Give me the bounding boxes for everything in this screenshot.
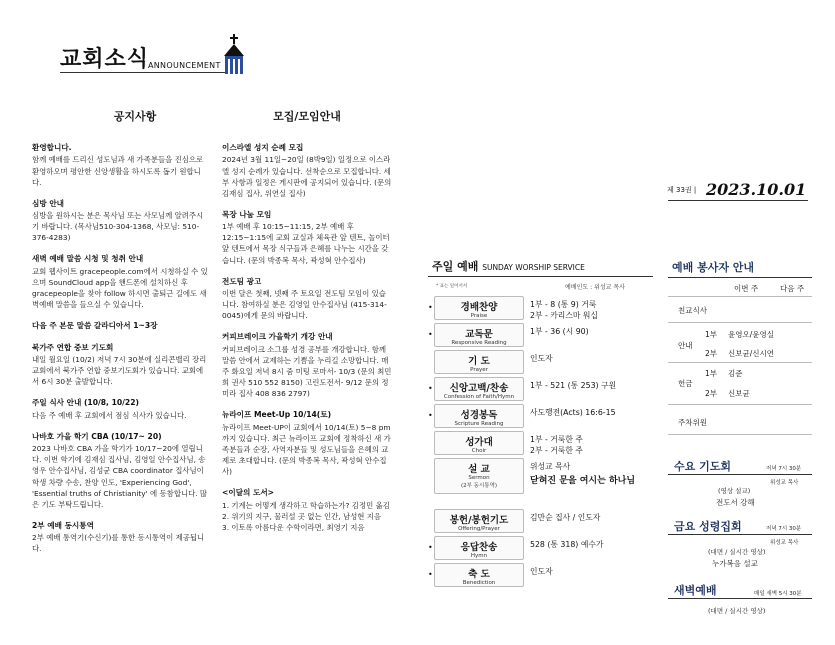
notice-item: 나바호 가을 학기 CBA (10/17~ 20) 2023 나바호 CBA 가을 학기가 10/17~20에 열립니다. 이번 학기에 김재심 집사님, 김영일 안수집사님, 송영우 안수집사님, 김성균 CBA coordinator 집사님이 학생 차량 수송, 찬양 인도, 'Experiencing God', 'Essential truths of Christianity' 에 동참합니다. 많은 기도 부탁드립니다.: [32, 431, 208, 509]
gathering-item: <이달의 도서> 1. 기계는 어떻게 생각하고 학습하는가? 김정민 옮김 2. 위기의 지구, 물러설 곳 없는 인간, 남성현 지음 3. 이토록 아름다운 수학이라면, 최영기 지음: [222, 488, 390, 532]
worship-item-value: 인도자: [530, 354, 553, 363]
worship-row: [428, 404, 658, 428]
worship-row: [428, 296, 658, 320]
worship-leader: 예배인도 : 위성교 목사: [565, 284, 625, 291]
worship-item-label: 교독문 Responsive Reading: [434, 323, 524, 347]
dawn-sub: (대면 / 실시간 영상): [708, 607, 766, 615]
notice-item: 환영합니다. 함께 예배를 드리신 성도님과 새 가족분들을 진심으로 환영하오며 평안한 신앙생활을 하시도록 돕기 원합니다.: [32, 143, 204, 187]
wednesday-leader: 위성교 목사: [770, 480, 799, 486]
issue-volume: 제 33권 |: [667, 186, 697, 194]
dawn-title: 새벽예배: [674, 584, 717, 597]
church-icon: [222, 34, 246, 74]
gathering-item: 전도팀 광고 이번 달은 첫째, 넷째 주 토요일 전도팀 모임이 있습니다. 참여하실 분은 김영일 안수집사님 (415-314-0045)에게 문의 바랍니다.: [222, 276, 387, 321]
worship-row: [428, 509, 658, 533]
header-divider: [60, 72, 240, 73]
guide-label: 안내: [678, 341, 693, 350]
worship-row: [428, 377, 658, 401]
table-rule: [668, 296, 812, 297]
worship-divider: [428, 276, 653, 277]
table-rule: [668, 404, 812, 405]
worship-row: [428, 323, 658, 347]
worship-item-value: 1부 - 36 (시 90): [530, 327, 589, 336]
worship-item-label: 성가대 Choir: [434, 431, 524, 455]
offering-name-1: 김준: [728, 369, 743, 378]
dawn-divider: [668, 598, 812, 599]
friday-title: 금요 성령집회: [674, 520, 742, 533]
wednesday-title: 수요 기도회: [674, 460, 731, 473]
guide-name-1: 윤영오/윤영실: [728, 330, 774, 339]
worship-item-value: 사도행전(Acts) 16:6-15: [530, 408, 616, 417]
worship-item-value: 1부 - 거룩한 주 2부 - 거룩한 주: [530, 435, 583, 455]
worship-row: [428, 563, 658, 587]
table-rule: [668, 434, 812, 435]
page-title: 교회소식: [60, 47, 150, 72]
friday-text: 누가복음 설교: [712, 559, 758, 568]
next-week-header: 다음 주: [780, 284, 805, 293]
worship-item-value: 위성교 목사 닫혀진 문을 여시는 하나님: [530, 462, 636, 486]
issue-divider: [668, 200, 808, 201]
worship-item-value: 김만순 집사 / 인도자: [530, 513, 601, 522]
gatherings-heading: 모집/모임안내: [273, 110, 341, 123]
worship-note: * 표는 일어서서: [436, 284, 468, 289]
issue-date: 2023.10.01: [706, 180, 807, 199]
friday-divider: [668, 534, 812, 535]
friday-leader: 위성교 목사: [770, 540, 799, 546]
worship-item-label: 축 도 Benediction: [434, 563, 524, 587]
worship-item-label: 응답찬송 Hymn: [434, 536, 524, 560]
table-rule: [668, 322, 812, 323]
gathering-item: 목장 나눔 모임 1부 예배 후 10:15~11:15, 2부 예배 후 12:15~1:15에 교회 교실과 체육관 앞 텐트, 놀이터 앞 텐트에서 목장 식구들과 은혜를 나누는 시간을 갖습니다. (문의 박종복 목사, 곽성혁 안수집사): [222, 209, 390, 265]
guide-name-2: 신보균/신시연: [728, 349, 774, 358]
worship-item-value: 인도자: [530, 567, 553, 576]
table-rule: [668, 362, 812, 363]
standing-marker: •: [428, 330, 433, 339]
servants-divider: [668, 277, 812, 278]
standing-marker: •: [428, 543, 433, 552]
standing-marker: •: [428, 384, 433, 393]
notice-item: 주일 식사 안내 (10/8, 10/22) 다음 주 예배 후 교회에서 점심 식사가 있습니다.: [32, 398, 187, 420]
wednesday-divider: [668, 474, 812, 475]
notices-heading: 공지사항: [113, 110, 157, 123]
worship-item-value: 1부 - 8 (통 9) 거룩 2부 - 카리스마 워십: [530, 300, 598, 320]
friday-sub: (대면 / 실시간 영상): [708, 548, 766, 556]
worship-item-label: 설 교 Sermon (2부 동시통역): [434, 458, 524, 494]
parking-label: 주차위원: [678, 418, 707, 427]
guide-part-1: 1부: [705, 330, 718, 339]
notice-item: 2부 예배 동시통역 2부 예배 통역기(수신기)를 통한 동시통역이 제공됩니다.: [32, 520, 205, 554]
worship-item-value: 1부 - 521 (통 253) 구원: [530, 381, 617, 390]
offering-part-2: 2부: [705, 389, 718, 398]
worship-row: [428, 458, 658, 489]
standing-marker: •: [428, 411, 433, 420]
worship-row: [428, 431, 658, 455]
worship-item-label: 성경봉독 Scripture Reading: [434, 404, 524, 428]
meal-label: 친교식사: [678, 306, 707, 315]
gatherings-list: [222, 142, 392, 543]
page-subtitle: ANNOUNCEMENT: [148, 61, 221, 70]
wednesday-time: 저녁 7시 30분: [766, 466, 802, 472]
wednesday-text: 전도서 강해: [716, 498, 755, 507]
this-week-header: 이번 주: [734, 284, 759, 293]
offering-name-2: 신보균: [728, 389, 750, 398]
worship-title: 주일 예배 SUNDAY WORSHIP SERVICE: [432, 260, 585, 273]
standing-marker: •: [428, 303, 433, 312]
dawn-time: 매일 새벽 5시 30분: [754, 591, 802, 597]
notices-list: [32, 142, 208, 565]
offering-part-1: 1부: [705, 369, 718, 378]
worship-item-label: 기 도 Prayer: [434, 350, 524, 374]
gathering-item: 이스라엘 성지 순례 모집 2024년 3월 11일~20일 (8박9일) 일정으로 이스라엘 성지 순례가 있습니다. 선착순으로 모집합니다. 세부 사항과 일정은 게시판에 공지되어 있습니다. (문의 김재심 집사, 위연실 집사): [222, 143, 392, 198]
wednesday-sub: (영상 설교): [718, 487, 751, 495]
worship-item-label: 경배찬양 Praise: [434, 296, 524, 320]
notice-item: 새벽 예배 말씀 시청 및 청취 안내 교회 웹사이트 gracepeople.com에서 시청하실 수 있으며 SoundCloud app을 핸드폰에 설치하신 후 gracepeople을 찾아 follow 하시면 출퇴근 길에도 새벽예배 말씀을 들으실 수 있습니다.: [32, 254, 208, 310]
notice-item: 심방 안내 심방을 원하시는 분은 목사님 또는 사모님께 알려주시기 바랍니다. (목사님510-304-1368, 사모님: 510-376-4283): [32, 198, 204, 243]
worship-row: [428, 350, 658, 374]
worship-item-value: 528 (통 318) 예수가: [530, 540, 604, 549]
servants-title: 예배 봉사자 안내: [672, 261, 755, 274]
standing-marker: •: [428, 570, 433, 579]
notice-item: 북가주 연합 중보 기도회 내일 월요일 (10/2) 저녁 7시 30분에 실리콘밸리 장리교회에서 북가주 연합 중보기도회가 있습니다. 교회에서 6시 30분 출발합니다.: [32, 342, 207, 387]
offering-label: 헌금: [678, 379, 693, 388]
worship-item-label: 봉헌/봉헌기도 Offering/Prayer: [434, 509, 524, 533]
worship-item-label: 신앙고백/찬송 Confession of Faith/Hymn: [434, 377, 524, 401]
worship-row: [428, 536, 658, 560]
gathering-item: 커피브레이크 가을학기 개강 안내 커피브레이크 소그룹 성경 공부를 개강합니다. 함께 말씀 안에서 교제하는 기쁨을 누리길 소망합니다. 매주 화요일 저녁 8시 줌 미팅 로마서- 10/3 (문의 최민희 권사 510 552 8150) 고린도전서- 9/12 문의 정미라 집사 408 836 2797): [222, 332, 392, 399]
guide-part-2: 2부: [705, 349, 718, 358]
friday-time: 저녁 7시 30분: [766, 526, 802, 532]
gathering-item: 뉴라이프 Meet-Up 10/14(토) 뉴라이프 Meet-UP이 교회에서 10/14(토) 5~8 pm까지 있습니다. 최근 뉴라이프 교회에 정착하신 새 가족분들과 순장, 사역자분들 및 성도님들을 은혜의 교제로 초대합니다. (문의 박종복 목사, 곽성혁 안수집사): [222, 410, 391, 477]
notice-item: 다음 주 본문 말씀 갈라디아서 1~3장: [32, 321, 158, 331]
